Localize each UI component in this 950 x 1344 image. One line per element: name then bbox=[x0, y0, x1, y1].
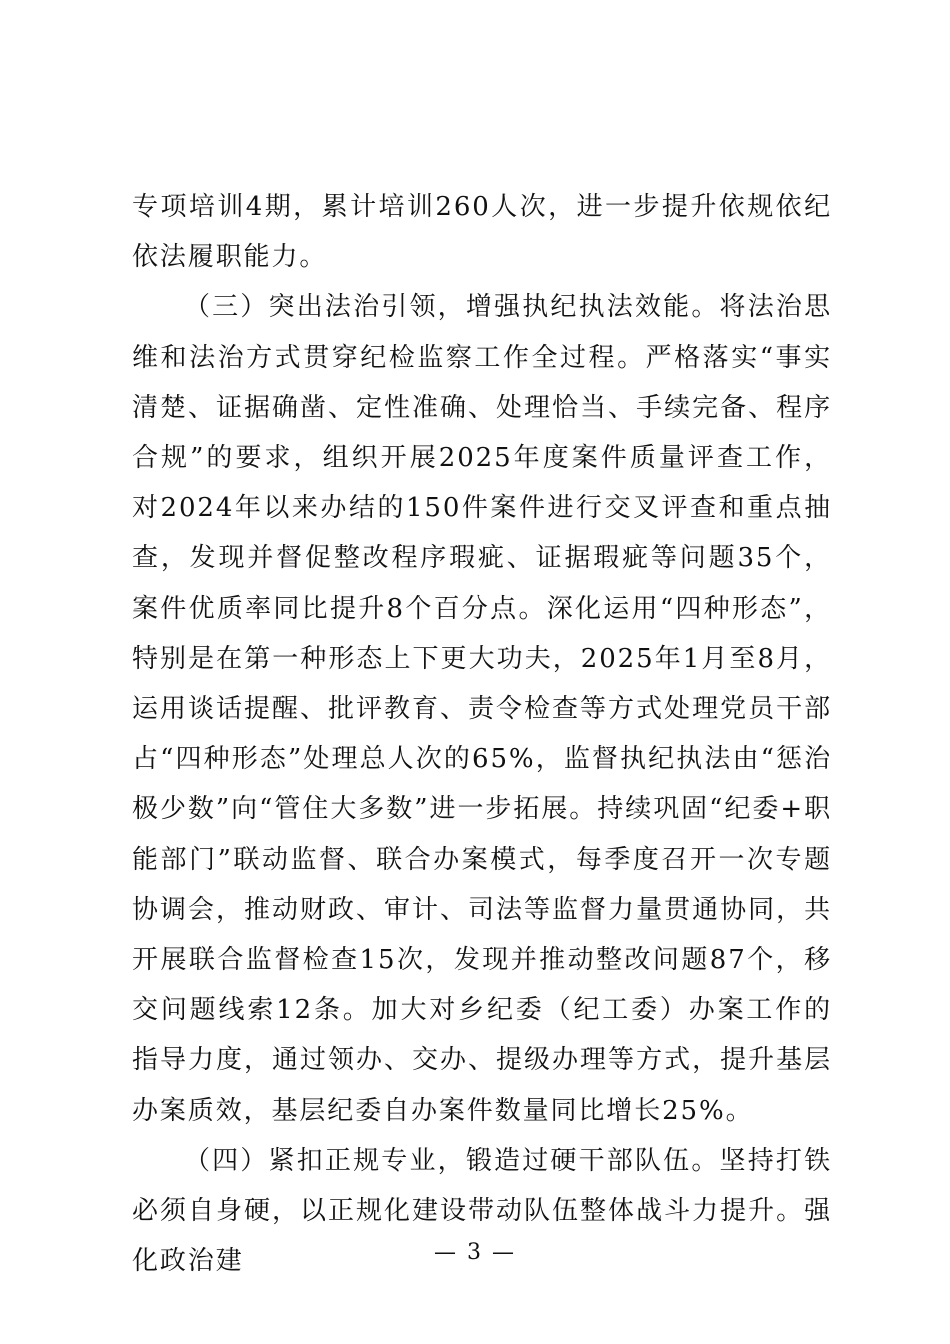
paragraph-section-3: （三）突出法治引领，增强执纪执法效能。将法治思维和法治方式贯穿纪检监察工作全过程。严格落实“事实清楚、证据确凿、定性准确、处理恰当、手续完备、程序合规”的要求，组织开展2025年度案件质量评查工作，对2024年以来办结的150件案件进行交叉评查和重点抽查，发现并督促整改程序瑕疵、证据瑕疵等问题35个，案件优质率同比提升8个百分点。深化运用“四种形态”，特别是在第一种形态上下更大功夫，2025年1月至8月，运用谈话提醒、批评教育、责令检查等方式处理党员干部占“四种形态”处理总人次的65%，监督执纪执法由“惩治极少数”向“管住大多数”进一步拓展。持续巩固“纪委+职能部门”联动监督、联合办案模式，每季度召开一次专题协调会，推动财政、审计、司法等监督力量贯通协同，共开展联合监督检查15次，发现并推动整改问题87个，移交问题线索12条。加大对乡纪委（纪工委）办案工作的指导力度，通过领办、交办、提级办理等方式，提升基层办案质效，基层纪委自办案件数量同比增长25%。 bbox=[132, 292, 832, 1126]
paragraph-continuation: 专项培训4期，累计培训260人次，进一步提升依规依纪依法履职能力。 bbox=[132, 192, 832, 273]
document-body bbox=[132, 182, 832, 1286]
paragraph-section-4: （四）紧扣正规专业，锻造过硬干部队伍。坚持打铁必须自身硬，以正规化建设带动队伍整体战斗力提升。强化政治建 bbox=[132, 1145, 832, 1277]
page-number: — 3 — bbox=[434, 1240, 516, 1265]
